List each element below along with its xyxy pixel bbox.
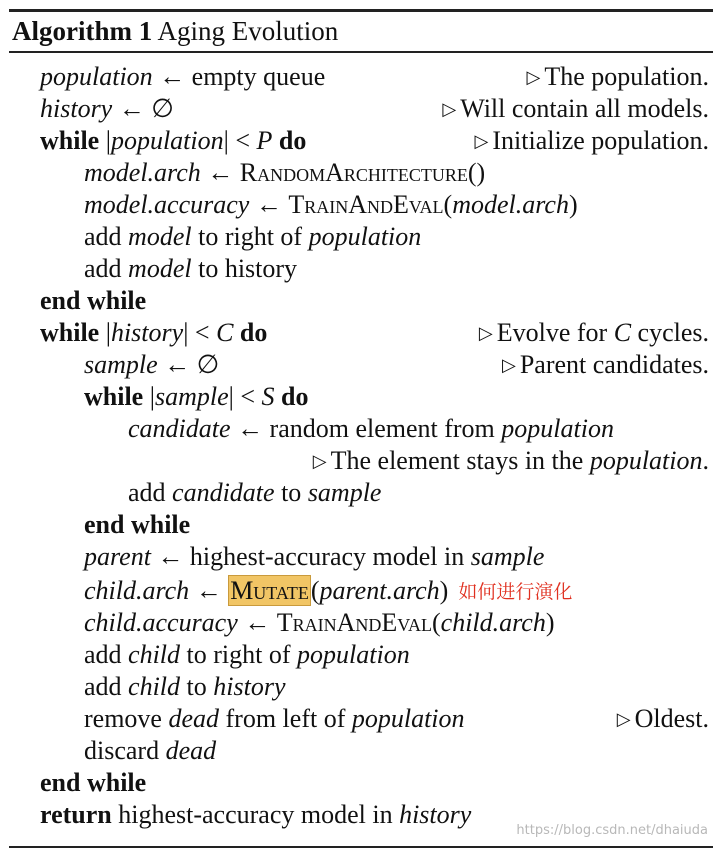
comment-triangle-icon: ▷ bbox=[478, 323, 493, 344]
line-remove-dead: remove dead from left of population ▷ Oldest. bbox=[0, 703, 722, 735]
line-add-child-history: add child to history bbox=[84, 672, 286, 701]
line-child-accuracy: child.accuracy ← TrainAndEval(child.arch) bbox=[84, 608, 555, 637]
line-history-init: history ← ∅ ▷ Will contain all models. bbox=[0, 93, 722, 125]
comment: ▷ Evolve for C cycles. bbox=[478, 318, 709, 347]
header-rule bbox=[9, 51, 713, 53]
line-discard-dead: discard dead bbox=[84, 736, 217, 765]
line-random-architecture: model.arch ← RandomArchitecture() bbox=[84, 158, 486, 187]
bottom-rule bbox=[9, 846, 713, 848]
line-while-history: while |history| < C do ▷ Evolve for C cycles. bbox=[0, 317, 722, 349]
comment-triangle-icon: ▷ bbox=[442, 99, 457, 120]
algorithm-label: Algorithm 1 bbox=[12, 16, 153, 46]
line-end-while-inner: end while bbox=[84, 510, 191, 539]
func-train-and-eval: TrainAndEval bbox=[276, 608, 432, 637]
comment-triangle-icon: ▷ bbox=[474, 131, 489, 152]
comment: ▷ The element stays in the population. bbox=[312, 446, 709, 475]
line-add-model-population: add model to right of population bbox=[84, 222, 422, 251]
line-while-sample: while |sample| < S do bbox=[84, 382, 309, 411]
var-population: population bbox=[40, 62, 153, 91]
var-history: history bbox=[40, 94, 113, 123]
algorithm-title bbox=[12, 14, 338, 48]
comment: ▷ Initialize population. bbox=[474, 126, 709, 155]
line-train-eval: model.accuracy ← TrainAndEval(model.arch) bbox=[84, 190, 578, 219]
comment-triangle-icon: ▷ bbox=[312, 451, 327, 472]
line-mutate: child.arch ← Mutate(parent.arch) 如何进行演化 bbox=[84, 576, 573, 605]
handwritten-annotation: 如何进行演化 bbox=[458, 581, 573, 603]
line-end-while: end while bbox=[40, 286, 147, 315]
comment-triangle-icon: ▷ bbox=[502, 355, 516, 376]
line-candidate: candidate ← random element from population bbox=[128, 414, 614, 443]
comment: ▷ Will contain all models. bbox=[442, 94, 709, 123]
watermark: https://blog.csdn.net/dhaiuda bbox=[516, 823, 708, 838]
func-mutate-highlighted: Mutate bbox=[230, 576, 309, 605]
line-add-candidate: add candidate to sample bbox=[128, 478, 382, 507]
comment-triangle-icon: ▷ bbox=[616, 709, 631, 730]
line-end-while-outer: end while bbox=[40, 768, 147, 797]
line-add-model-history: add model to history bbox=[84, 254, 298, 283]
line-add-child-population: add child to right of population bbox=[84, 640, 410, 669]
line-sample-init: sample ← ∅ ▷ Parent candidates. bbox=[0, 349, 722, 381]
func-train-and-eval: TrainAndEval bbox=[288, 190, 444, 219]
comment: ▷ Oldest. bbox=[616, 704, 709, 733]
comment: ▷ Parent candidates. bbox=[502, 350, 709, 379]
comment-triangle-icon: ▷ bbox=[526, 67, 541, 88]
func-random-architecture: RandomArchitecture bbox=[239, 158, 468, 187]
line-while-population: while |population| < P do ▷ Initialize population. bbox=[0, 125, 722, 157]
algorithm-name: Aging Evolution bbox=[157, 16, 339, 46]
line-return: return highest-accuracy model in history bbox=[40, 800, 472, 829]
comment: ▷ The population. bbox=[526, 62, 709, 91]
line-parent: parent ← highest-accuracy model in sample bbox=[84, 542, 545, 571]
line-population-init: population ← empty queue ▷ The population. bbox=[0, 61, 722, 93]
top-rule bbox=[9, 9, 713, 12]
line-candidate-comment bbox=[0, 445, 722, 477]
